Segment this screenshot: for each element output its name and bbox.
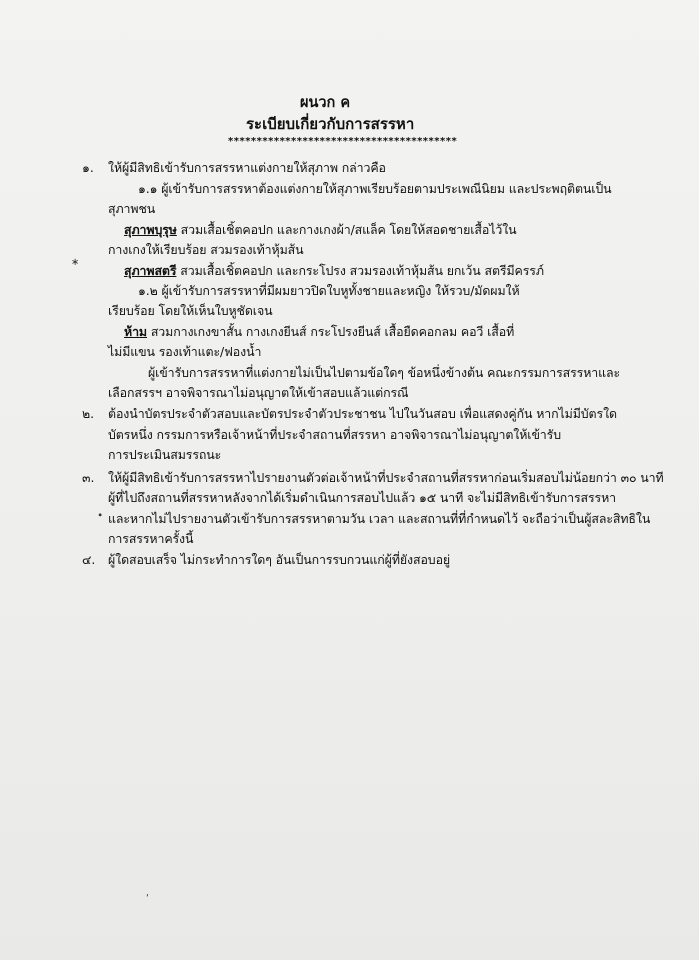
title-divider: **************************************** bbox=[228, 136, 458, 147]
item-1-3-text: ผู้เข้ารับการสรรหาที่แต่งกายไม่เป็นไปตามข้อใดๆ ข้อหนึ่งข้างต้น คณะกรรมการสรรหาและ bbox=[148, 365, 621, 380]
men-dress-rule bbox=[124, 222, 517, 238]
men-label: สุภาพบุรุษ bbox=[124, 222, 177, 237]
item-3-text: ให้ผู้มีสิทธิเข้ารับการสรรหาไปรายงานตัวต่อเจ้าหน้าที่ประจำสถานที่สรรหาก่อนเริ่มสอบไม่น้อยกว่า ๓๐ นาที bbox=[108, 470, 664, 485]
item-2-text-cont2: การประเมินสมรรถนะ bbox=[108, 447, 222, 462]
scan-speck: ∗ bbox=[71, 257, 80, 268]
item-1-1-text: ๑.๑ ผู้เข้ารับการสรรหาต้องแต่งกายให้สุภาพเรียบร้อยตามประเพณีนิยม และประพฤติตนเป็น bbox=[138, 181, 612, 196]
men-text: สวมเสื้อเชิ้ตคอปก และกางเกงผ้า/สแล็ค โดยให้สอดชายเสื้อไว้ใน bbox=[176, 222, 517, 237]
item-4-text: ผู้ใดสอบเสร็จ ไม่กระทำการใดๆ อันเป็นการรบกวนแก่ผู้ที่ยังสอบอยู่ bbox=[108, 552, 451, 567]
prohibited-label: ห้าม bbox=[124, 324, 147, 339]
item-1-1-text-cont: สุภาพชน bbox=[108, 201, 156, 216]
appendix-label: ผนวก ค bbox=[300, 95, 351, 111]
item-number-4: ๔. bbox=[82, 552, 96, 567]
prohibited-rule bbox=[124, 324, 514, 340]
prohibited-text: สวมกางเกงขาสั้น กางเกงยีนส์ กระโปรงยีนส์ เสื้อยืดคอกลม คอวี เสื้อที่ bbox=[147, 324, 515, 339]
item-number-3: ๓. bbox=[82, 470, 95, 485]
item-3-text-cont2: และหากไม่ไปรายงานตัวเข้ารับการสรรหาตามวัน เวลา และสถานที่ที่กำหนดไว้ จะถือว่าเป็นผู้สละสิทธิใน bbox=[108, 511, 651, 526]
item-3-text-cont: ผู้ที่ไปถึงสถานที่สรรหาหลังจากได้เริ่มดำเนินการสอบไปแล้ว ๑๕ นาที จะไม่มีสิทธิเข้ารับการสรรหา bbox=[108, 490, 617, 505]
item-number-1: ๑. bbox=[82, 160, 94, 175]
item-3-text-cont3: การสรรหาครั้งนี้ bbox=[108, 531, 194, 546]
item-2-text-cont: บัตรหนึ่ง กรรมการหรือเจ้าหน้าที่ประจำสถานที่สรรหา อาจพิจารณาไม่อนุญาตให้เข้ารับ bbox=[108, 427, 561, 442]
scan-speck: ʹ bbox=[146, 894, 149, 905]
prohibited-rule-cont: ไม่มีแขน รองเท้าแตะ/ฟองน้ำ bbox=[108, 344, 262, 359]
item-2-text: ต้องนำบัตรประจำตัวสอบและบัตรประจำตัวประชาชน ไปในวันสอบ เพื่อแสดงคู่กัน หากไม่มีบัตรใด bbox=[108, 406, 617, 421]
women-text: สวมเสื้อเชิ้ตคอปก และกระโปรง สวมรองเท้าหุ้มส้น ยกเว้น สตรีมีครรภ์ bbox=[176, 263, 544, 278]
men-dress-rule-cont: กางเกงให้เรียบร้อย สวมรองเท้าหุ้มส้น bbox=[108, 242, 304, 257]
women-dress-rule bbox=[124, 263, 544, 279]
item-number-2: ๒. bbox=[82, 406, 95, 421]
item-1-text: ให้ผู้มีสิทธิเข้ารับการสรรหาแต่งกายให้สุภาพ กล่าวคือ bbox=[108, 160, 386, 175]
women-label: สุภาพสตรี bbox=[124, 263, 177, 278]
item-1-2-text-cont: เรียบร้อย โดยให้เห็นใบหูชัดเจน bbox=[108, 303, 273, 318]
item-1-3-text-cont: เลือกสรรฯ อาจพิจารณาไม่อนุญาตให้เข้าสอบแล้วแต่กรณี bbox=[108, 385, 409, 400]
item-1-2-text: ๑.๒ ผู้เข้ารับการสรรหาที่มีผมยาวปิดใบหูทั้งชายและหญิง ให้รวบ/มัดผมให้ bbox=[138, 283, 520, 298]
scan-speck: ∙ bbox=[97, 510, 104, 521]
page-title: ระเบียบเกี่ยวกับการสรรหา bbox=[246, 115, 415, 133]
